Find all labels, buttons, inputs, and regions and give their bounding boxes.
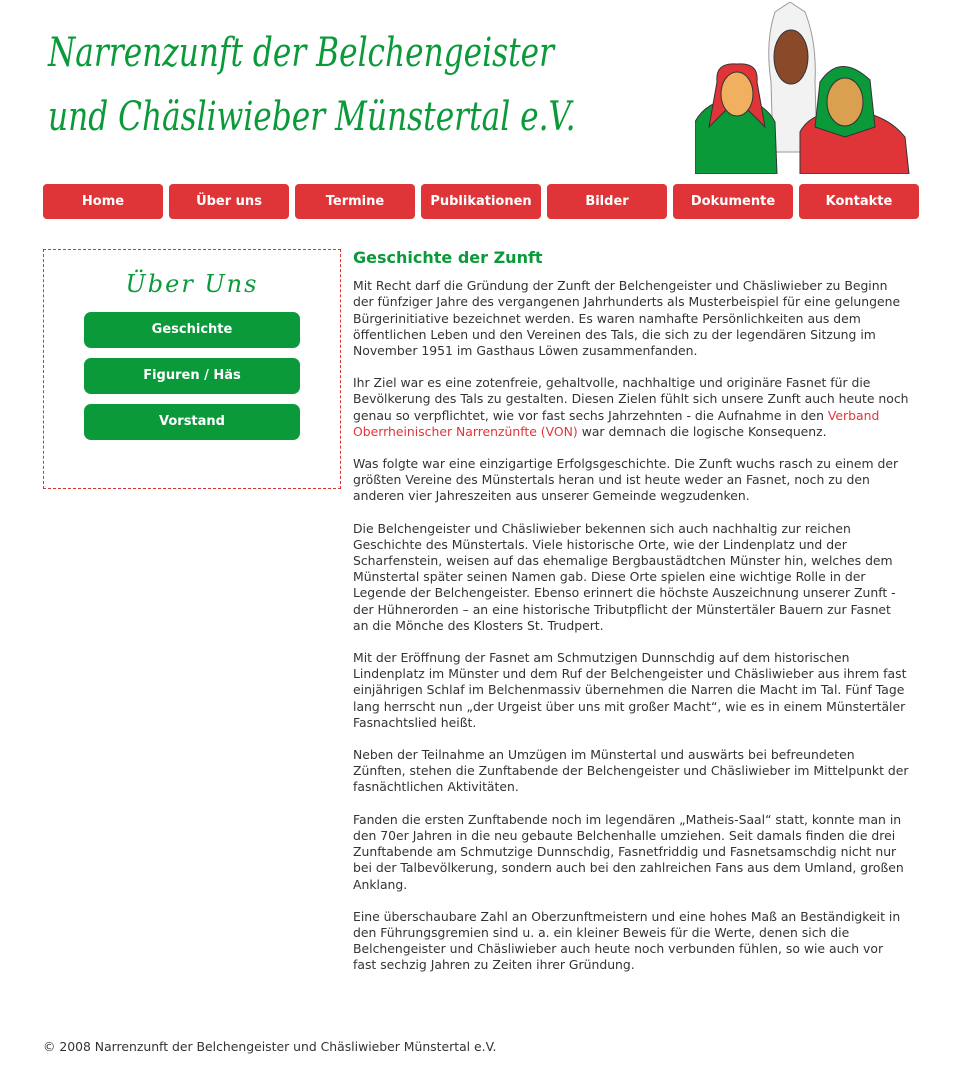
- nav-ueber-uns[interactable]: Über uns: [169, 184, 289, 219]
- nav-home[interactable]: Home: [43, 184, 163, 219]
- paragraph: Mit der Eröffnung der Fasnet am Schmutzigen Dunnschdig auf dem historischen Lindenplatz im Münster und dem Ruf der Belchengeister und Chäsliwieber aus ihrem fast einjährigen Schlaf im Belchenmassiv übernehmen die Narren die Macht im Tal. Fünf Tage lang herrscht nun „der Urgeist über uns mit großer Macht“, wie es in einem Münstertäler Fasnachtslied heißt.: [353, 650, 907, 730]
- paragraph: Die Belchengeister und Chäsliwieber bekennen sich auch nachhaltig zur reichen Geschichte des Münstertals. Viele historische Orte, wie der Lindenplatz und der Scharfenstein, weisen auf das ehemalige Bergbaustädtchen Münster hin, welches dem Münstertal später seinen Namen gab. Diese Orte spielen eine wichtige Rolle in der Legende der Belchengeister. Ebenso erinnert die höchste Auszeichnung unserer Zunft - der Hühnerorden – an eine historische Tributpflicht der Münstertäler Bauern zur Fasnet an die Mönche des Klosters St. Trudpert.: [353, 520, 896, 633]
- nav-kontakte[interactable]: Kontakte: [799, 184, 919, 219]
- mascot-figures-image: [695, 2, 913, 174]
- nav-termine[interactable]: Termine: [295, 184, 415, 219]
- sidebar-item-figuren[interactable]: Figuren / Häs: [84, 358, 300, 394]
- nav-dokumente[interactable]: Dokumente: [673, 184, 793, 219]
- paragraph: Fanden die ersten Zunftabende noch im legendären „Matheis-Saal“ statt, konnte man in den 70er Jahren in die neu gebaute Belchenhalle umziehen. Seit damals finden die drei Zunftabende am Schmutzige Dunnschdig, Fasnetfriddig und Fasnetsamschdig nicht nur bei der Talbevölkerung, sondern auch bei den zahlreichen Fans aus dem Umland, großen Anklang.: [353, 811, 904, 892]
- text: Ihr Ziel war es eine zotenfreie, gehaltvolle, nachhaltige und originäre Fasnet für die Bevölkerung des Tals zu gestalten. Diesen Zielen fühlt sich unsere Zunft auch heute noch genau so verpflichtet, wie vor fast sechs Jahrzehnten - die Aufnahme in den: [353, 375, 909, 423]
- main-content: [353, 250, 909, 990]
- paragraph: Eine überschaubare Zahl an Oberzunftmeistern und eine hohes Maß an Beständigkeit in den Führungsgremien sind u. a. ein kleiner Beweis für die Werte, denen sich die Belchengeister und Chäsliwieber auch heute noch verbunden fühlen, so wie auch vor fast sechzig Jahren zu Zeiten ihrer Gründung.: [353, 908, 901, 973]
- text: war demnach die logische Konsequenz.: [577, 423, 827, 439]
- paragraph: Neben der Teilnahme an Umzügen im Münstertal und auswärts bei befreundeten Zünften, stehen die Zunftabende der Belchengeister und Chäsliwieber im Mittelpunkt der fasnächtlichen Aktivitäten.: [353, 747, 909, 795]
- footer-copyright: © 2008 Narrenzunft der Belchengeister und Chäsliwieber Münstertal e.V.: [43, 1039, 497, 1054]
- main-nav: [43, 184, 919, 219]
- nav-publikationen[interactable]: Publikationen: [421, 184, 541, 219]
- sidebar-item-geschichte[interactable]: Geschichte: [84, 312, 300, 348]
- site-title-line2: und Chäsliwieber Münstertal e.V.: [48, 94, 576, 140]
- sidebar-heading: Über Uns: [125, 270, 259, 298]
- site-title-line1: Narrenzunft der Belchengeister: [48, 30, 555, 76]
- paragraph: Was folgte war eine einzigartige Erfolgsgeschichte. Die Zunft wuchs rasch zu einem der größten Vereine des Münstertals heran und ist heute weder an Fasnet, noch zu den anderen vier Jahreszeiten aus unserer Gemeinde wegzudenken.: [353, 456, 899, 504]
- von-link[interactable]: Verband Oberrheinischer Narrenzünfte (VON): [353, 407, 880, 439]
- sidebar: [43, 249, 341, 489]
- nav-bilder[interactable]: Bilder: [547, 184, 667, 219]
- sidebar-item-vorstand[interactable]: Vorstand: [84, 404, 300, 440]
- paragraph: [353, 375, 909, 440]
- paragraph: Mit Recht darf die Gründung der Zunft der Belchengeister und Chäsliwieber zu Beginn der fünfziger Jahre des vergangenen Jahrhunderts als Musterbeispiel für eine gelungene Bürgerinitiative bezeichnet werden. Es waren namhafte Persönlichkeiten aus dem öffentlichen Leben und den Vereinen des Tals, die sich zu der legendären Sitzung im November 1951 im Gasthaus Löwen zusammenfanden.: [353, 278, 901, 359]
- page-title: Geschichte der Zunft: [353, 248, 543, 267]
